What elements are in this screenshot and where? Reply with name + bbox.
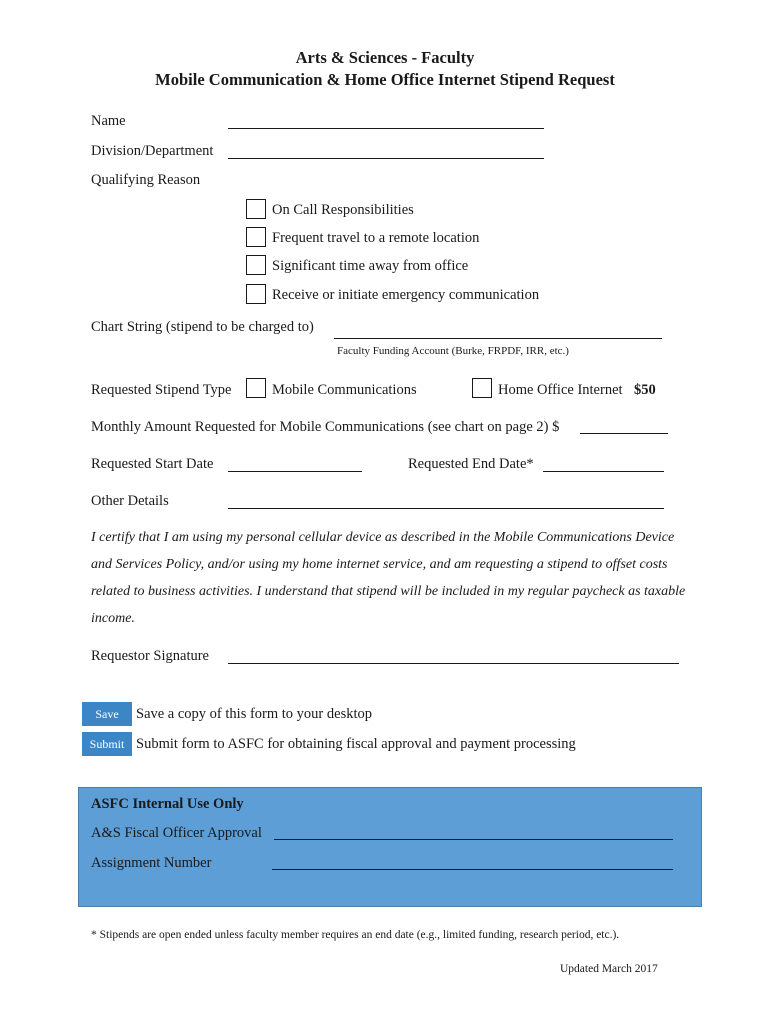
mobile-communications-label: Mobile Communications	[272, 382, 417, 398]
certification-statement: I certify that I am using my personal cellular device as described in the Mobile Communications Device and Services Policy, and/or using my home internet service, and am requesting a stipend to offset costs related to business activities. I understand that stipend will be included in my regular paycheck as taxable income.	[91, 530, 686, 626]
monthly-amount-label: Monthly Amount Requested for Mobile Communications (see chart on page 2) $	[91, 419, 560, 435]
fiscal-approval-label: A&S Fiscal Officer Approval	[91, 825, 262, 841]
signature-label: Requestor Signature	[91, 648, 209, 664]
name-label: Name	[91, 113, 126, 129]
chart-string-label: Chart String (stipend to be charged to)	[91, 319, 314, 335]
submit-button[interactable]: Submit	[82, 732, 132, 756]
reason-emergency-label: Receive or initiate emergency communication	[272, 287, 540, 303]
form-title: Arts & Sciences - Faculty	[295, 48, 475, 67]
division-field[interactable]	[228, 158, 544, 159]
reason-away-checkbox[interactable]	[246, 255, 266, 275]
internal-use-heading: ASFC Internal Use Only	[91, 796, 244, 812]
chart-string-hint: Faculty Funding Account (Burke, FRPDF, IRR, etc.)	[337, 345, 569, 357]
submit-description: Submit form to ASFC for obtaining fiscal approval and payment processing	[136, 736, 576, 752]
assignment-number-field[interactable]	[272, 869, 673, 870]
footnote: * Stipends are open ended unless faculty member requires an end date (e.g., limited funding, research period, etc.).	[91, 929, 620, 941]
other-details-label: Other Details	[91, 493, 169, 509]
division-label: Division/Department	[91, 143, 214, 159]
monthly-amount-field[interactable]	[580, 433, 668, 434]
start-date-label: Requested Start Date	[91, 456, 214, 472]
start-date-field[interactable]	[228, 471, 362, 472]
form-subtitle: Mobile Communication & Home Office Internet Stipend Request	[155, 70, 615, 89]
mobile-communications-checkbox[interactable]	[246, 378, 266, 398]
reason-on-call-checkbox[interactable]	[246, 199, 266, 219]
home-office-amount: $50	[634, 382, 656, 398]
end-date-label: Requested End Date*	[408, 456, 534, 472]
end-date-field[interactable]	[543, 471, 664, 472]
save-description: Save a copy of this form to your desktop	[136, 706, 372, 722]
reason-on-call-label: On Call Responsibilities	[272, 202, 414, 218]
save-button[interactable]: Save	[82, 702, 132, 726]
qualifying-reason-label: Qualifying Reason	[91, 172, 201, 188]
reason-emergency-checkbox[interactable]	[246, 284, 266, 304]
reason-away-label: Significant time away from office	[272, 258, 469, 274]
fiscal-approval-field[interactable]	[274, 839, 673, 840]
reason-travel-checkbox[interactable]	[246, 227, 266, 247]
home-office-internet-label: Home Office Internet	[498, 382, 623, 398]
reason-travel-label: Frequent travel to a remote location	[272, 230, 480, 246]
name-field[interactable]	[228, 128, 544, 129]
signature-field[interactable]	[228, 663, 679, 664]
updated-date: Updated March 2017	[560, 963, 658, 975]
chart-string-field[interactable]	[334, 338, 662, 339]
other-details-field[interactable]	[228, 508, 664, 509]
stipend-type-label: Requested Stipend Type	[91, 382, 232, 398]
home-office-internet-checkbox[interactable]	[472, 378, 492, 398]
assignment-number-label: Assignment Number	[91, 855, 212, 871]
